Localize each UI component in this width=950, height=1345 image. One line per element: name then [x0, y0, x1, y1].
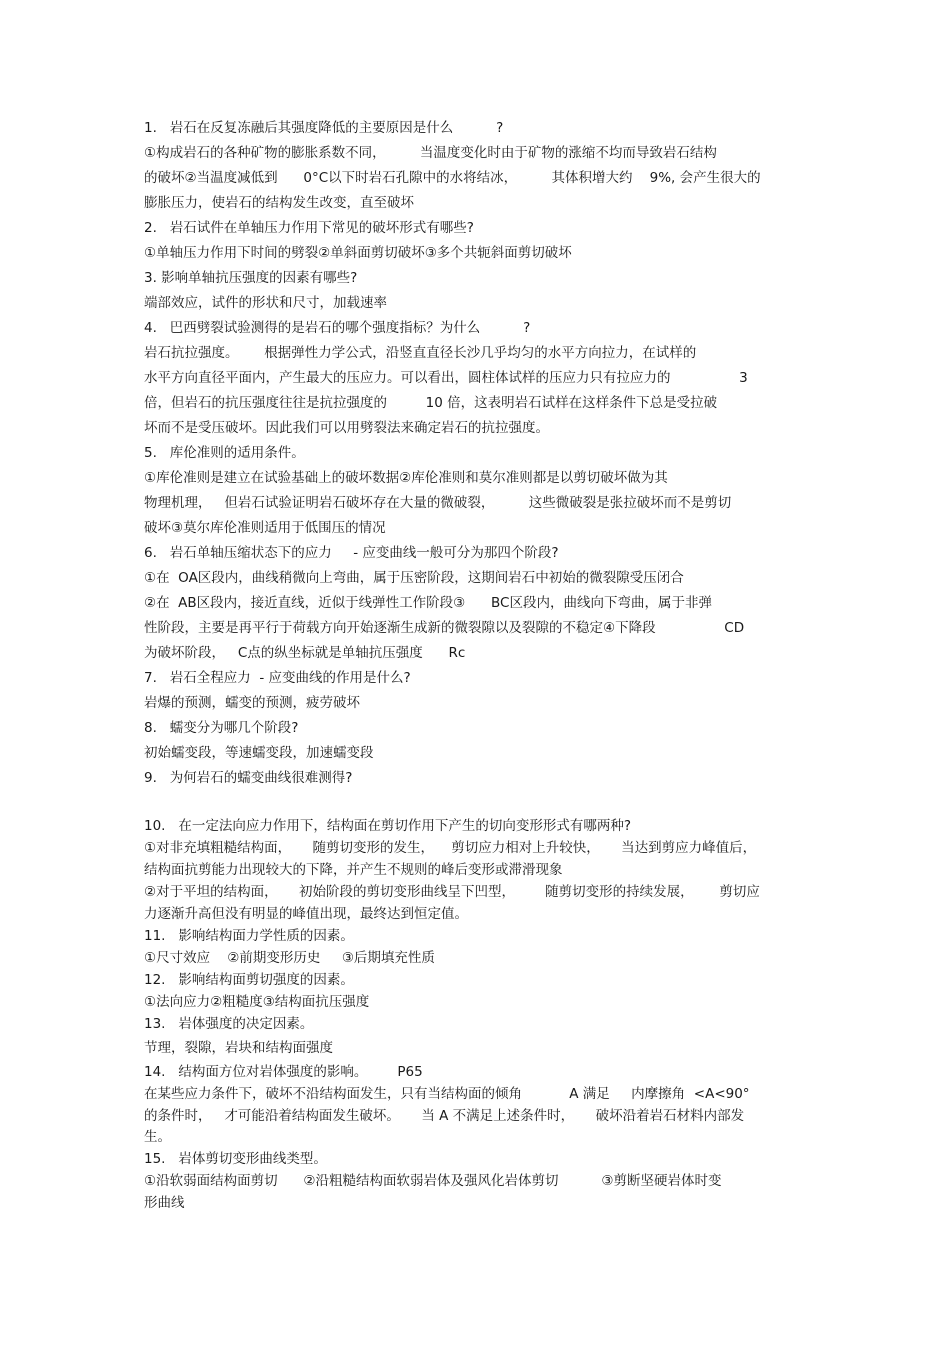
text-line: ①构成岩石的各种矿物的膨胀系数不同， 当温度变化时由于矿物的涨缩不均而导致岩石结构: [144, 145, 717, 161]
text-line: 9. 为何岩石的蠕变曲线很难测得?: [144, 770, 353, 786]
text-line: 倍，但岩石的抗压强度往往是抗拉强度的 10 倍，这表明岩石试样在这样条件下总是受拉破: [144, 395, 718, 411]
text-line: 破坏③莫尔库伦准则适用于低围压的情况: [144, 520, 386, 536]
text-line: 8. 蠕变分为哪几个阶段?: [144, 720, 299, 736]
text-line: 水平方向直径平面内，产生最大的压应力。可以看出，圆柱体试样的压应力只有拉应力的 3: [144, 370, 748, 386]
text-line: 11. 影响结构面力学性质的因素。: [144, 928, 354, 944]
text-line: 4. 巴西劈裂试验测得的是岩石的哪个强度指标？为什么 ?: [144, 320, 531, 336]
text-line: 的条件时， 才可能沿着结构面发生破坏。 当 A 不满足上述条件时， 破坏沿着岩石材料内部发: [144, 1108, 745, 1124]
text-line: ②对于平坦的结构面， 初始阶段的剪切变形曲线呈下凹型， 随剪切变形的持续发展， 剪切应: [144, 884, 760, 900]
text-line: ②在 AB区段内，接近直线，近似于线弹性工作阶段③ BC区段内，曲线向下弯曲，属于非弹: [144, 595, 712, 611]
text-line: 在某些应力条件下，破坏不沿结构面发生，只有当结构面的倾角 A 满足 内摩擦角 <A<90°: [144, 1086, 750, 1102]
text-line: 10. 在一定法向应力作用下，结构面在剪切作用下产生的切向变形形式有哪两种?: [144, 818, 632, 834]
text-line: 15. 岩体剪切变形曲线类型。: [144, 1151, 327, 1167]
text-line: 5. 库伦准则的适用条件。: [144, 445, 305, 461]
text-line: ①单轴压力作用下时间的劈裂②单斜面剪切破坏③多个共轭斜面剪切破坏: [144, 245, 572, 261]
text-line: 14. 结构面方位对岩体强度的影响。 P65: [144, 1064, 423, 1080]
text-line: 膨胀压力，使岩石的结构发生改变，直至破坏: [144, 195, 414, 211]
text-line: 生。: [144, 1129, 171, 1145]
text-line: 形曲线: [144, 1195, 185, 1211]
text-line: ①沿软弱面结构面剪切 ②沿粗糙结构面软弱岩体及强风化岩体剪切 ③剪断坚硬岩体时变: [144, 1173, 722, 1189]
text-line: ①尺寸效应 ②前期变形历史 ③后期填充性质: [144, 950, 435, 966]
text-line: 2. 岩石试件在单轴压力作用下常见的破坏形式有哪些?: [144, 220, 474, 236]
text-line: 12. 影响结构面剪切强度的因素。: [144, 972, 354, 988]
text-line: 岩爆的预测，蠕变的预测，疲劳破坏: [144, 695, 360, 711]
text-line: 物理机理， 但岩石试验证明岩石破坏存在大量的微破裂， 这些微破裂是张拉破坏而不是剪切: [144, 495, 732, 511]
text-line: ①对非充填粗糙结构面， 随剪切变形的发生， 剪切应力相对上升较快， 当达到剪应力峰值后，: [144, 840, 757, 856]
text-line: ①法向应力②粗糙度③结构面抗压强度: [144, 994, 370, 1010]
text-line: 6. 岩石单轴压缩状态下的应力 - 应变曲线一般可分为那四个阶段?: [144, 545, 559, 561]
text-line: ①在 OA区段内，曲线稍微向上弯曲，属于压密阶段，这期间岩石中初始的微裂隙受压闭合: [144, 570, 684, 586]
text-line: 的破坏②当温度减低到 0°C以下时岩石孔隙中的水将结冰， 其体积增大约 9%, 会产生很大的: [144, 170, 761, 186]
text-line: 初始蠕变段，等速蠕变段，加速蠕变段: [144, 745, 374, 761]
text-line: 坏而不是受压破坏。因此我们可以用劈裂法来确定岩石的抗拉强度。: [144, 420, 549, 436]
text-line: 13. 岩体强度的决定因素。: [144, 1016, 314, 1032]
text-line: 为破坏阶段， C点的纵坐标就是单轴抗压强度 Rc: [144, 645, 466, 661]
text-line: 7. 岩石全程应力 - 应变曲线的作用是什么?: [144, 670, 411, 686]
text-line: 性阶段，主要是再平行于荷载方向开始逐渐生成新的微裂隙以及裂隙的不稳定④下降段 CD: [144, 620, 745, 636]
text-line: 节理，裂隙，岩块和结构面强度: [144, 1040, 333, 1056]
text-line: 3. 影响单轴抗压强度的因素有哪些?: [144, 270, 358, 286]
text-line: 1. 岩石在反复冻融后其强度降低的主要原因是什么 ?: [144, 120, 504, 136]
text-line: ①库伦准则是建立在试验基础上的破坏数据②库伦准则和莫尔准则都是以剪切破坏做为其: [144, 470, 668, 486]
text-line: 力逐渐升高但没有明显的峰值出现，最终达到恒定值。: [144, 906, 468, 922]
text-line: 岩石抗拉强度。 根据弹性力学公式，沿竖直直径长沙几乎均匀的水平方向拉力，在试样的: [144, 345, 697, 361]
text-line: 端部效应，试件的形状和尺寸，加载速率: [144, 295, 387, 311]
text-line: 结构面抗剪能力出现较大的下降，并产生不规则的峰后变形或滞滑现象: [144, 862, 563, 878]
